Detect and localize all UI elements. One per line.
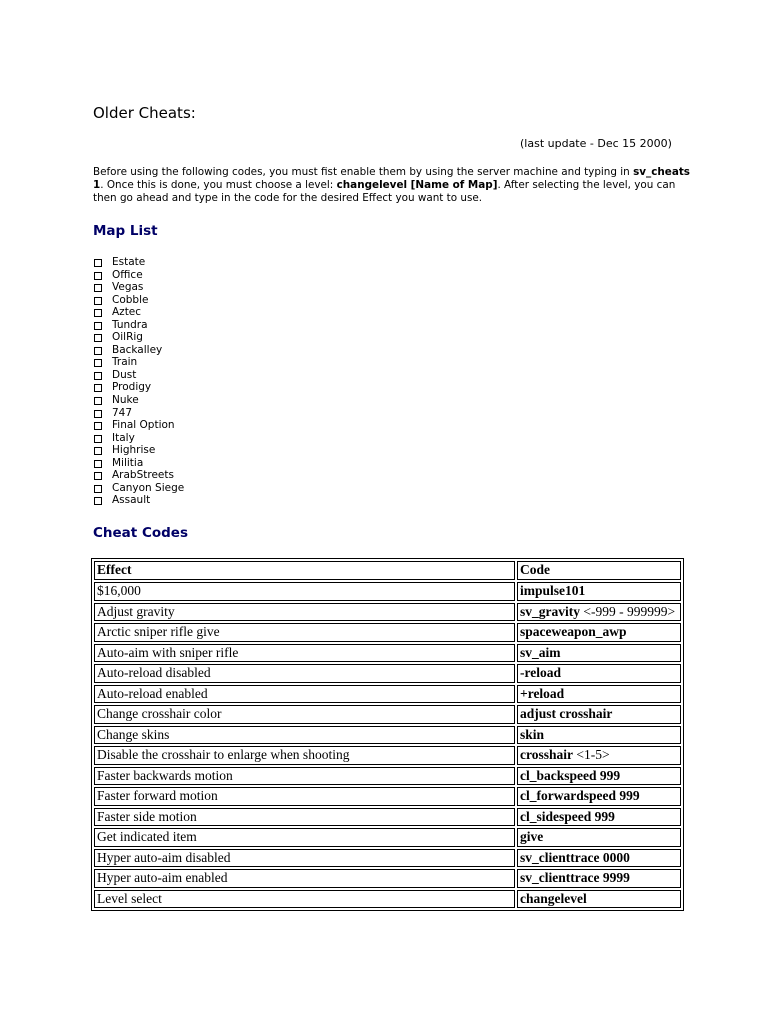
effect-cell: Change crosshair color [94, 705, 515, 724]
intro-text-1: Before using the following codes, you must fist enable them by using the server machine and typing in [93, 166, 634, 178]
map-list-item [94, 457, 184, 470]
effect-cell: Hyper auto-aim disabled [94, 849, 515, 868]
effect-cell: Faster backwards motion [94, 767, 515, 786]
code-cell [517, 726, 681, 745]
last-update-note: (last update - Dec 15 2000) [520, 137, 672, 150]
table-row [94, 808, 681, 827]
table-row [94, 890, 681, 909]
map-name: Vegas [112, 281, 144, 294]
table-row [94, 869, 681, 888]
square-bullet-icon [94, 435, 102, 443]
effect-cell: Adjust gravity [94, 603, 515, 622]
code-cell [517, 828, 681, 847]
table-row [94, 705, 681, 724]
table-row [94, 685, 681, 704]
table-row [94, 746, 681, 765]
code-command: +reload [520, 685, 565, 701]
table-row [94, 582, 681, 601]
effect-column-header: Effect [94, 561, 515, 580]
code-cell [517, 787, 681, 806]
square-bullet-icon [94, 334, 102, 342]
map-name: 747 [112, 406, 133, 419]
code-command: spaceweapon_awp [520, 624, 627, 639]
map-list-item [94, 432, 184, 445]
intro-text-3: . After selecting the level, you can then go ahead and type in the code for the desired Effect you want to use. [93, 179, 676, 204]
table-row [94, 849, 681, 868]
square-bullet-icon [94, 384, 102, 392]
cheat-table-body [94, 582, 681, 908]
map-name: Canyon Siege [112, 481, 185, 494]
code-cell [517, 705, 681, 724]
table-row [94, 603, 681, 622]
effect-cell: Auto-reload enabled [94, 685, 515, 704]
map-list-item [94, 356, 184, 369]
effect-cell: Get indicated item [94, 828, 515, 847]
code-cell [517, 849, 681, 868]
effect-cell: Change skins [94, 726, 515, 745]
effect-cell: Level select [94, 890, 515, 909]
square-bullet-icon [94, 359, 102, 367]
code-column-header: Code [517, 561, 681, 580]
map-name: Cobble [112, 293, 149, 306]
map-list-item [94, 394, 184, 407]
map-list-item [94, 344, 184, 357]
square-bullet-icon [94, 259, 102, 267]
map-name: Backalley [112, 343, 163, 356]
table-row [94, 828, 681, 847]
code-command: cl_forwardspeed 999 [520, 788, 640, 803]
map-list [94, 256, 184, 507]
code-argument: <1-5> [573, 747, 610, 762]
code-cell [517, 644, 681, 663]
map-name: Estate [112, 256, 146, 268]
code-command: sv_aim [520, 644, 561, 660]
code-command: give [520, 829, 544, 844]
map-name: Dust [112, 368, 137, 381]
intro-command-sv-cheats: sv_cheats 1 [93, 166, 690, 191]
map-name: Train [112, 356, 138, 369]
code-command: -reload [520, 665, 561, 680]
effect-cell: $16,000 [94, 582, 515, 601]
map-list-item [94, 319, 184, 332]
map-list-heading: Map List [93, 223, 158, 239]
map-name: Nuke [112, 394, 139, 407]
code-command: skin [520, 726, 545, 742]
intro-text-2: . Once this is done, you must choose a level: [100, 179, 337, 191]
square-bullet-icon [94, 272, 102, 280]
code-cell [517, 623, 681, 642]
code-command: impulse101 [520, 583, 586, 598]
map-name: Militia [112, 456, 144, 469]
code-cell [517, 890, 681, 909]
map-list-item [94, 256, 184, 269]
effect-cell: Disable the crosshair to enlarge when shooting [94, 746, 515, 765]
intro-command-changelevel: changelevel [Name of Map] [336, 179, 498, 191]
table-row [94, 726, 681, 745]
code-command: adjust crosshair [520, 706, 613, 721]
map-name: OilRig [112, 331, 143, 344]
square-bullet-icon [94, 460, 102, 468]
code-cell [517, 582, 681, 601]
map-name: Final Option [112, 419, 175, 432]
code-command: cl_backspeed 999 [520, 767, 621, 783]
map-list-item [94, 269, 184, 282]
code-cell [517, 603, 681, 622]
square-bullet-icon [94, 497, 102, 505]
square-bullet-icon [94, 347, 102, 355]
square-bullet-icon [94, 284, 102, 292]
map-list-item [94, 407, 184, 420]
map-name: Prodigy [112, 381, 152, 394]
code-argument: <-999 - 999999> [580, 603, 676, 619]
square-bullet-icon [94, 447, 102, 455]
square-bullet-icon [94, 309, 102, 317]
map-name: Aztec [112, 306, 142, 319]
code-cell [517, 746, 681, 765]
square-bullet-icon [94, 472, 102, 480]
effect-cell: Faster side motion [94, 808, 515, 827]
map-list-item [94, 469, 184, 482]
code-cell [517, 685, 681, 704]
code-command: cl_sidespeed 999 [520, 808, 615, 824]
effect-cell: Faster forward motion [94, 787, 515, 806]
effect-cell: Auto-aim with sniper rifle [94, 644, 515, 663]
map-list-item [94, 419, 184, 432]
map-list-item [94, 331, 184, 344]
square-bullet-icon [94, 297, 102, 305]
code-command: sv_clienttrace 9999 [520, 870, 630, 885]
map-name: Italy [112, 431, 135, 444]
page-title: Older Cheats: [93, 104, 196, 122]
code-cell [517, 869, 681, 888]
table-row [94, 664, 681, 683]
map-name: Highrise [112, 444, 156, 457]
square-bullet-icon [94, 397, 102, 405]
square-bullet-icon [94, 422, 102, 430]
effect-cell: Hyper auto-aim enabled [94, 869, 515, 888]
code-command: crosshair [520, 747, 573, 762]
map-name: Assault [112, 494, 151, 507]
map-list-item [94, 369, 184, 382]
table-row [94, 623, 681, 642]
code-command: sv_clienttrace 0000 [520, 849, 630, 865]
table-header-row [94, 561, 681, 580]
square-bullet-icon [94, 485, 102, 493]
table-row [94, 767, 681, 786]
map-name: Office [112, 268, 143, 281]
cheat-codes-table [91, 558, 684, 911]
intro-paragraph [93, 166, 693, 205]
code-cell [517, 808, 681, 827]
table-row [94, 787, 681, 806]
map-list-item [94, 294, 184, 307]
map-list-item [94, 381, 184, 394]
code-cell [517, 664, 681, 683]
map-name: ArabStreets [112, 469, 174, 482]
cheat-codes-heading: Cheat Codes [93, 525, 188, 541]
effect-cell: Auto-reload disabled [94, 664, 515, 683]
map-list-item [94, 482, 184, 495]
square-bullet-icon [94, 372, 102, 380]
map-list-item [94, 281, 184, 294]
code-command: sv_gravity [520, 603, 580, 619]
map-list-item [94, 444, 184, 457]
square-bullet-icon [94, 322, 102, 330]
table-row [94, 644, 681, 663]
map-list-item [94, 306, 184, 319]
effect-cell: Arctic sniper rifle give [94, 623, 515, 642]
code-cell [517, 767, 681, 786]
map-name: Tundra [112, 318, 148, 331]
square-bullet-icon [94, 410, 102, 418]
code-command: changelevel [520, 890, 587, 906]
map-list-item [94, 494, 184, 507]
